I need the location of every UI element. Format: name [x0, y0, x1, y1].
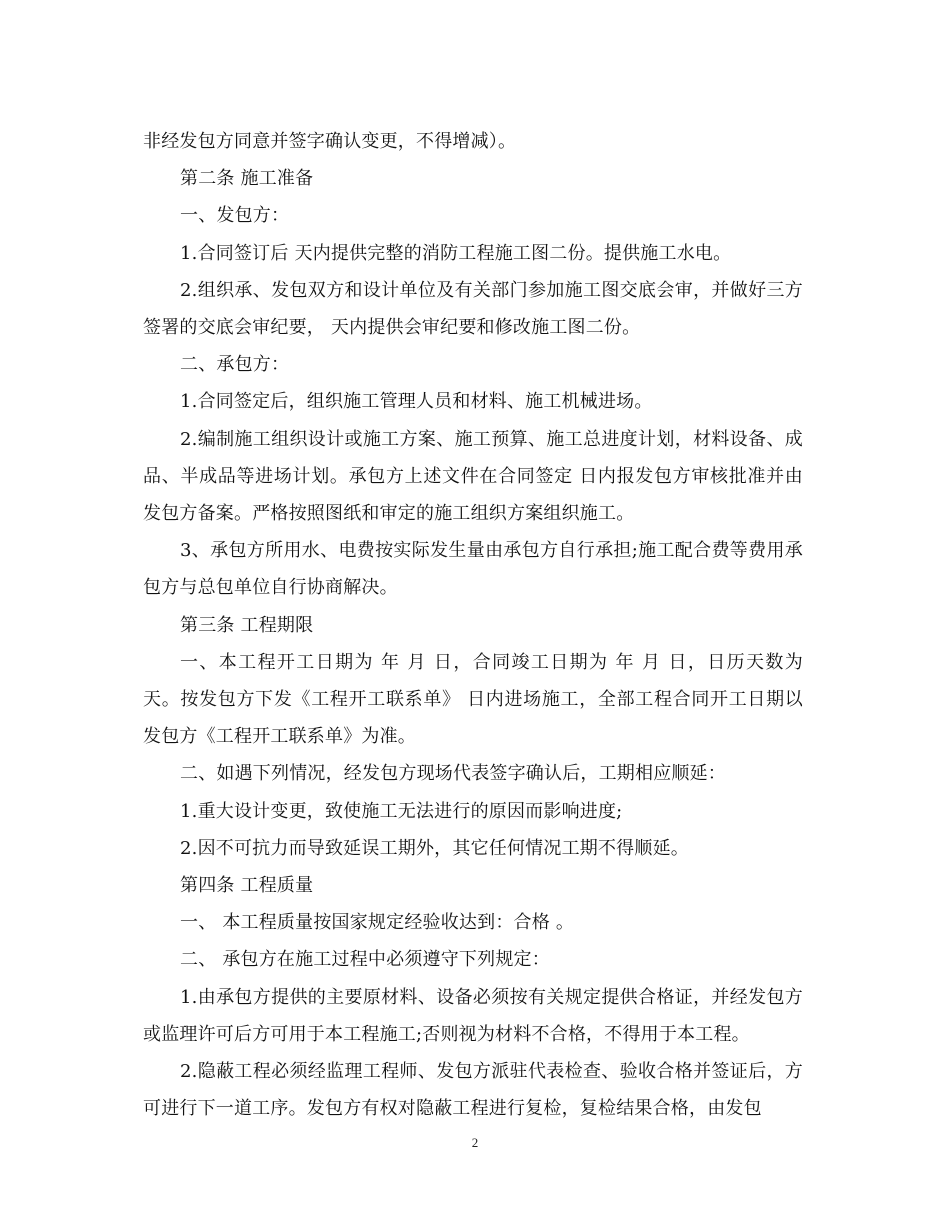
- paragraph-10: 一、本工程开工日期为 年 月 日，合同竣工日期为 年 月 日，日历天数为 天。按发包方下发《工程开工联系单》 日内进场施工，全部工程合同开工日期以发包方《工程开工联系单》为准。: [143, 651, 803, 748]
- paragraph-0: 非经发包方同意并签字确认变更，不得增减）。: [143, 131, 517, 152]
- paragraph-13: 2.因不可抗力而导致延误工期外，其它任何情况工期不得顺延。: [180, 837, 689, 859]
- paragraph-7: 2.编制施工组织设计或施工方案、施工预算、施工总进度计划，材料设备、成品、半成品等进场计划。承包方上述文件在合同签定 日内报发包方审核批准并由发包方备案。严格按照图纸和审定的施工组织方案组织施工。: [143, 428, 803, 525]
- paragraph-2: 一、发包方：: [180, 205, 290, 227]
- paragraph-15: 一、 本工程质量按国家规定经验收达到：合格 。: [180, 912, 575, 934]
- paragraph-17: 1.由承包方提供的主要原材料、设备必须按有关规定提供合格证，并经发包方或监理许可后方可用于本工程施工;否则视为材料不合格，不得用于本工程。: [143, 986, 803, 1045]
- paragraph-4: 2.组织承、发包双方和设计单位及有关部门参加施工图交底会审，并做好三方签署的交底会审纪要， 天内提供会审纪要和修改施工图二份。: [143, 279, 803, 339]
- paragraph-12: 1.重大设计变更，致使施工无法进行的原因而影响进度;: [180, 800, 623, 822]
- document-body: [143, 123, 803, 1127]
- paragraph-11: 二、如遇下列情况，经发包方现场代表签字确认后，工期相应顺延：: [180, 763, 726, 785]
- paragraph-5: 二、承包方：: [180, 354, 290, 376]
- paragraph-14: 第四条 工程质量: [180, 875, 314, 897]
- page-number: 2: [471, 1135, 479, 1150]
- paragraph-1: 第二条 施工准备: [180, 168, 314, 190]
- paragraph-6: 1.合同签定后，组织施工管理人员和材料、施工机械进场。: [180, 391, 653, 413]
- paragraph-9: 第三条 工程期限: [180, 614, 314, 636]
- paragraph-16: 二、 承包方在施工过程中必须遵守下列规定：: [180, 949, 550, 971]
- paragraph-8: 3、承包方所用水、电费按实际发生量由承包方自行承担;施工配合费等费用承包方与总包单位自行协商解决。: [143, 540, 803, 599]
- paragraph-18: 2.隐蔽工程必须经监理工程师、发包方派驻代表检查、验收合格并签证后，方可进行下一道工序。发包方有权对隐蔽工程进行复检，复检结果合格，由发包: [143, 1061, 803, 1120]
- paragraph-3: 1.合同签订后 天内提供完整的消防工程施工图二份。提供施工水电。: [180, 242, 732, 264]
